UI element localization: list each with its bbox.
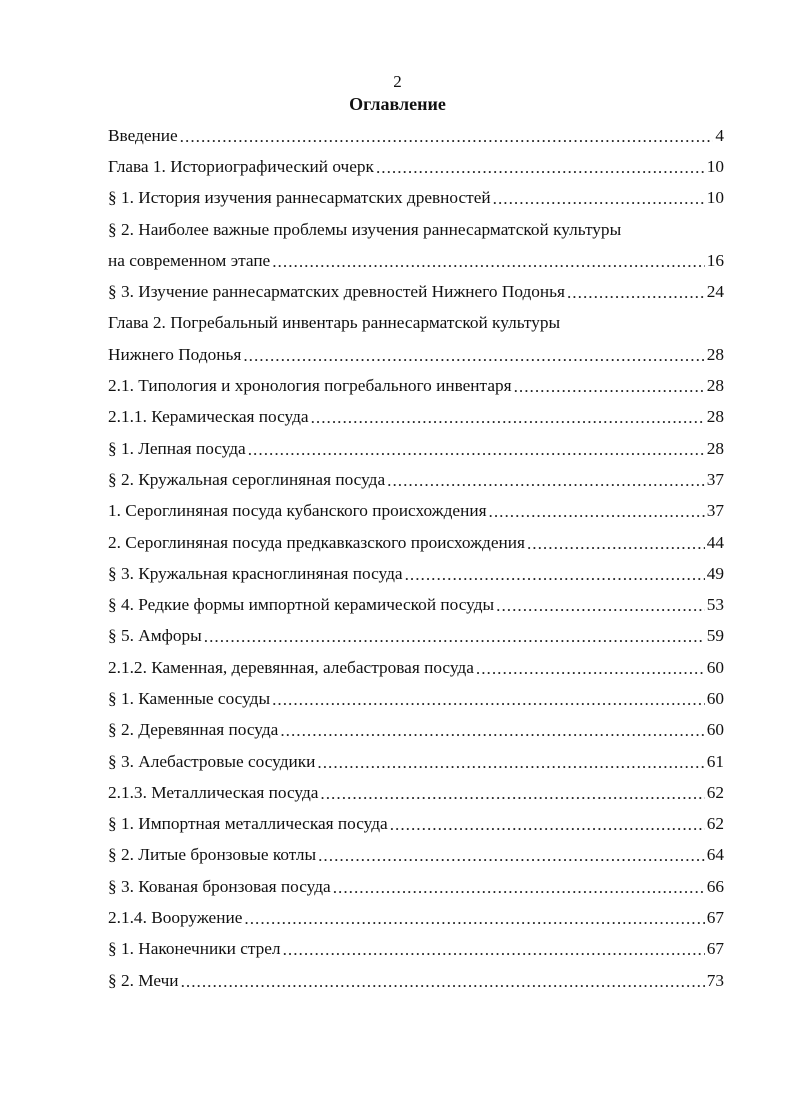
toc-entry <box>108 902 728 933</box>
dot-leader <box>280 719 704 741</box>
toc-entry <box>108 558 728 589</box>
toc-entry-label: § 3. Кружальная красноглиняная посуда <box>108 563 403 583</box>
toc-entry-page: 28 <box>706 376 724 396</box>
toc-entry-page: 62 <box>706 782 724 802</box>
toc-entry <box>108 402 728 433</box>
toc-entry <box>108 308 728 339</box>
toc-entry <box>108 370 728 401</box>
toc-entry-label: § 1. Наконечники стрел <box>108 939 281 959</box>
table-of-contents <box>108 120 728 996</box>
toc-entry <box>108 715 728 746</box>
toc-entry-page: 60 <box>706 688 724 708</box>
toc-entry <box>108 965 728 996</box>
toc-entry-label: § 4. Редкие формы импортной керамической посуды <box>108 595 495 615</box>
dot-leader <box>514 375 705 397</box>
toc-entry-label: § 3. Алебастровые сосудики <box>108 751 316 771</box>
toc-entry-page: 53 <box>706 595 724 615</box>
toc-entry-page: 61 <box>706 751 724 771</box>
toc-entry-page: 28 <box>706 438 724 458</box>
toc-title: Оглавление <box>349 94 446 114</box>
toc-entry-page: 62 <box>706 814 724 834</box>
dot-leader <box>243 344 704 366</box>
toc-entry <box>108 120 728 151</box>
toc-entry <box>108 746 728 777</box>
toc-entry <box>108 214 728 245</box>
toc-entry-label: § 2. Литые бронзовые котлы <box>108 845 317 865</box>
toc-entry-label: Глава 1. Историографический очерк <box>108 156 374 176</box>
toc-entry-label: § 2. Кружальная сероглиняная посуда <box>108 469 386 489</box>
toc-entry <box>108 652 728 683</box>
toc-entry <box>108 339 728 370</box>
toc-entry-page: 10 <box>706 156 724 176</box>
dot-leader <box>320 782 704 804</box>
toc-entry-label: § 1. Каменные сосуды <box>108 688 271 708</box>
toc-entry <box>108 683 728 714</box>
toc-entry-label: 2.1.2. Каменная, деревянная, алебастровая посуда <box>108 657 474 677</box>
dot-leader <box>489 500 705 522</box>
toc-entry-label: § 3. Изучение раннесарматских древностей Нижнего Подонья <box>108 282 565 302</box>
dot-leader <box>181 970 705 992</box>
toc-entry <box>108 589 728 620</box>
toc-entry-page: 59 <box>706 626 724 646</box>
dot-leader <box>311 406 705 428</box>
toc-entry-label: § 2. Наиболее важные проблемы изучения раннесарматской культуры <box>108 219 622 239</box>
dot-leader <box>318 844 705 866</box>
toc-entry-label: § 1. Лепная посуда <box>108 438 246 458</box>
toc-entry-page: 4 <box>715 125 724 145</box>
dot-leader <box>476 657 705 679</box>
toc-entry-page: 67 <box>706 939 724 959</box>
toc-entry-label: 1. Сероглиняная посуда кубанского происхождения <box>108 501 487 521</box>
dot-leader <box>180 125 714 147</box>
toc-entry <box>108 433 728 464</box>
toc-entry <box>108 183 728 214</box>
toc-entry-page: 73 <box>706 970 724 990</box>
toc-entry-label: § 2. Деревянная посуда <box>108 720 279 740</box>
toc-entry-label: Глава 2. Погребальный инвентарь раннесарматской культуры <box>108 313 561 333</box>
toc-entry-page: 44 <box>706 532 724 552</box>
toc-entry <box>108 621 728 652</box>
toc-entry <box>108 777 728 808</box>
toc-entry <box>108 871 728 902</box>
dot-leader <box>272 250 704 272</box>
toc-entry-page: 37 <box>706 501 724 521</box>
dot-leader <box>496 594 705 616</box>
toc-entry-page: 28 <box>706 344 724 364</box>
toc-entry-label: 2.1.3. Металлическая посуда <box>108 782 319 802</box>
toc-entry-label: 2.1.1. Керамическая посуда <box>108 407 309 427</box>
toc-entry <box>108 809 728 840</box>
dot-leader <box>405 563 705 585</box>
toc-entry <box>108 464 728 495</box>
toc-entry-page: 64 <box>706 845 724 865</box>
dot-leader <box>333 876 705 898</box>
toc-entry-page: 28 <box>706 407 724 427</box>
dot-leader <box>244 907 704 929</box>
dot-leader <box>204 625 705 647</box>
toc-entry-label: § 3. Кованая бронзовая посуда <box>108 876 331 896</box>
toc-entry-label: § 5. Амфоры <box>108 626 202 646</box>
dot-leader <box>376 156 705 178</box>
toc-entry <box>108 527 728 558</box>
dot-leader <box>387 469 705 491</box>
toc-entry-label: на современном этапе <box>108 250 271 270</box>
toc-entry <box>108 276 728 307</box>
toc-entry <box>108 245 728 276</box>
toc-entry-label: § 1. История изучения раннесарматских древностей <box>108 188 491 208</box>
toc-entry-page: 49 <box>706 563 724 583</box>
toc-entry-page: 67 <box>706 908 724 928</box>
toc-entry-page: 60 <box>706 657 724 677</box>
dot-leader <box>390 813 705 835</box>
toc-entry-page: 16 <box>706 250 724 270</box>
toc-entry-label: 2.1.4. Вооружение <box>108 908 243 928</box>
dot-leader <box>283 938 705 960</box>
toc-entry-page: 66 <box>706 876 724 896</box>
toc-entry <box>108 840 728 871</box>
toc-entry <box>108 151 728 182</box>
toc-entry-page: 24 <box>706 282 724 302</box>
dot-leader <box>493 187 705 209</box>
toc-entry-label: 2. Сероглиняная посуда предкавказского происхождения <box>108 532 525 552</box>
toc-entry-label: Введение <box>108 125 178 145</box>
toc-entry <box>108 934 728 965</box>
toc-entry-label: § 1. Импортная металлическая посуда <box>108 814 388 834</box>
toc-entry-label: Нижнего Подонья <box>108 344 242 364</box>
toc-entry-page: 60 <box>706 720 724 740</box>
toc-entry-page: 10 <box>706 188 724 208</box>
dot-leader <box>567 281 705 303</box>
toc-entry-page: 37 <box>706 469 724 489</box>
dot-leader <box>248 438 705 460</box>
dot-leader <box>527 532 705 554</box>
toc-entry-label: § 2. Мечи <box>108 970 179 990</box>
toc-entry <box>108 496 728 527</box>
page-number: 2 <box>393 72 402 91</box>
toc-entry-label: 2.1. Типология и хронология погребального инвентаря <box>108 376 512 396</box>
dot-leader <box>272 688 705 710</box>
dot-leader <box>317 751 704 773</box>
